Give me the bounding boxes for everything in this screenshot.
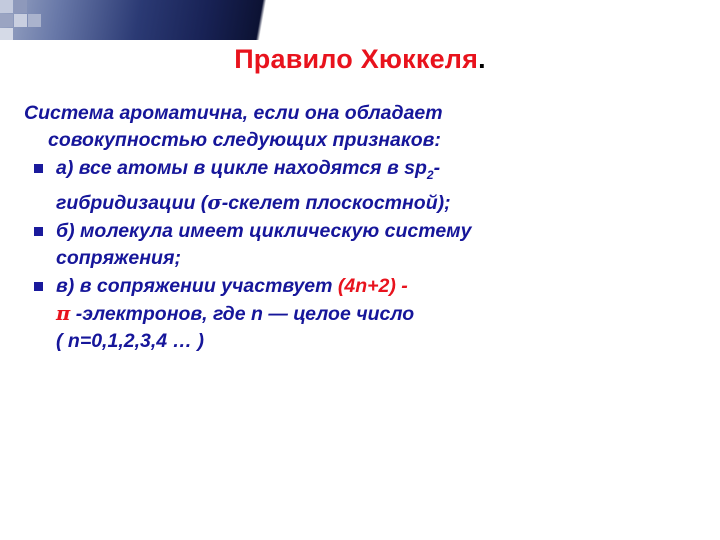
list-item-v-line-1 <box>56 273 696 300</box>
list-item-a-text-3: -скелет плоскостной); <box>221 191 451 214</box>
list-item-a-text-2: гибридизации ( <box>56 191 208 214</box>
list-item-a-hyphen: - <box>433 157 441 179</box>
list-item-v-text: в) в сопряжении участвует <box>56 274 338 297</box>
decorative-band <box>0 0 330 40</box>
decorative-square <box>28 14 41 27</box>
list-item-a-text: а) все атомы в цикле находятся в sp <box>56 157 427 179</box>
list-item-a-line-1 <box>56 155 696 189</box>
page-title <box>0 44 720 75</box>
list-item-b-line-1: б) молекула имеет циклическую систему <box>56 219 472 242</box>
lead-line-2: совокупностью следующих признаков: <box>48 129 441 151</box>
decorative-square <box>0 14 13 27</box>
square-bullet-icon <box>34 227 43 236</box>
huckel-formula: (4n+2) - <box>337 274 408 297</box>
criteria-list <box>24 155 696 355</box>
lead-line-1: Система ароматична, если она обладает <box>24 102 443 124</box>
decorative-square <box>14 14 27 27</box>
decorative-square <box>0 28 13 40</box>
list-item-b <box>24 218 696 272</box>
list-item-v <box>24 273 696 355</box>
square-bullet-icon <box>34 282 43 291</box>
decorative-square <box>14 0 27 13</box>
corner-decoration <box>0 0 330 46</box>
list-item-a <box>24 155 696 217</box>
list-item-a-line-2 <box>56 189 696 217</box>
lead-paragraph <box>24 100 696 154</box>
square-bullet-icon <box>34 164 43 173</box>
sigma-symbol: σ <box>207 190 222 214</box>
page-title-text: Правило Хюккеля <box>234 44 479 74</box>
decorative-square <box>0 0 13 13</box>
list-item-v-text-2: -электронов, где n — целое число <box>70 302 415 325</box>
list-item-b-line-2: сопряжения; <box>56 246 181 269</box>
slide-body <box>24 100 696 355</box>
subscript-2: 2 <box>426 167 434 182</box>
list-item-v-line-2 <box>56 300 696 328</box>
pi-symbol: π <box>56 301 71 325</box>
list-item-v-line-3: ( n=0,1,2,3,4 … ) <box>56 329 204 352</box>
page-title-period: . <box>478 44 486 74</box>
